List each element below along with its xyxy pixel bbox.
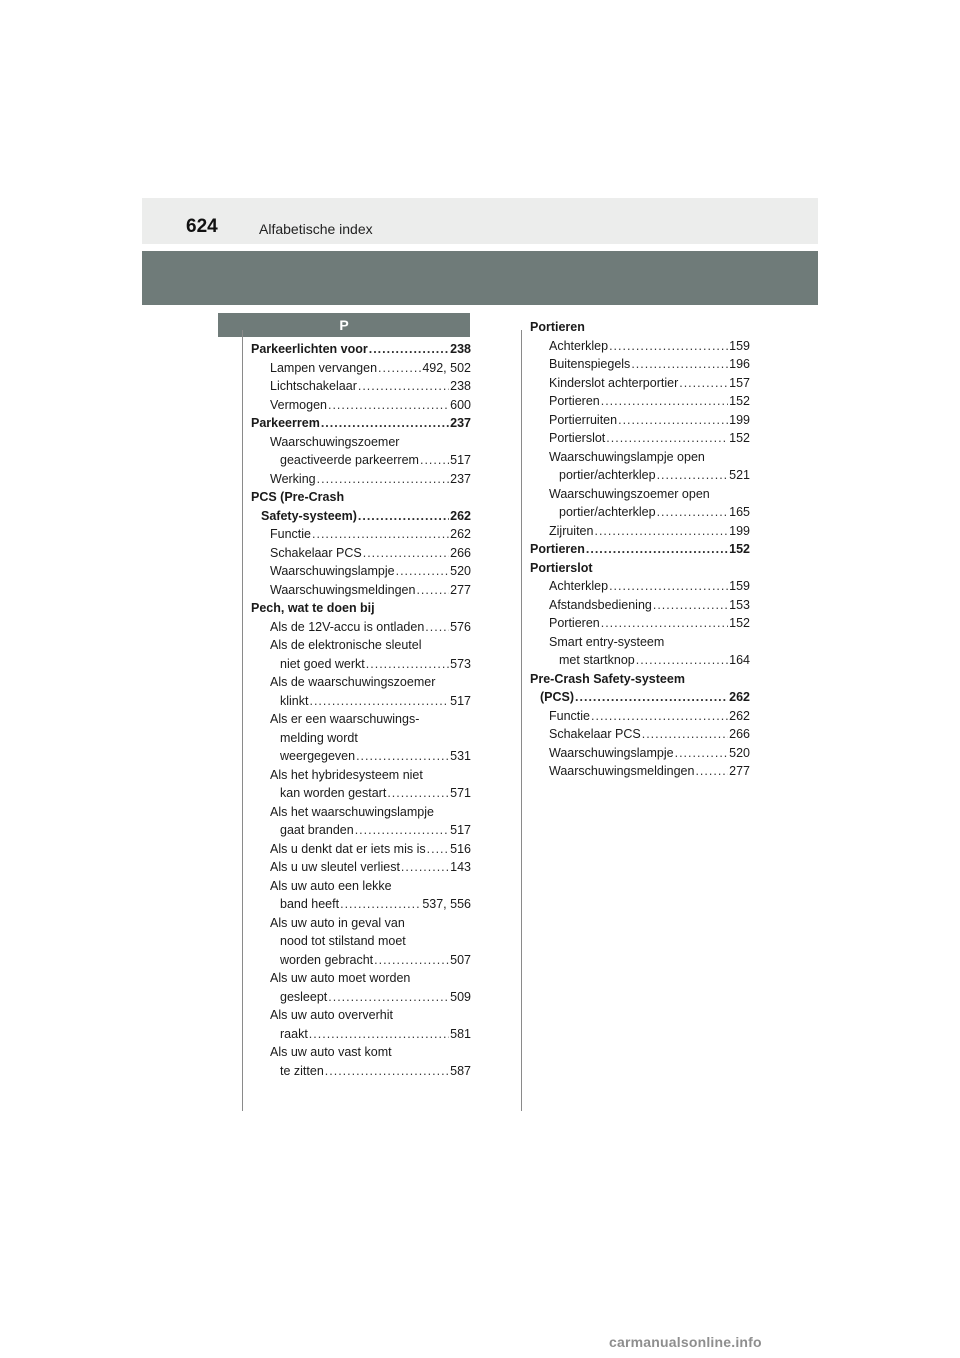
index-entry-text: niet goed werkt (280, 656, 365, 671)
dot-leader (363, 544, 449, 563)
index-entry-text: Schakelaar PCS (270, 545, 362, 560)
dot-leader (374, 951, 449, 970)
index-entry-page: 509 (450, 989, 471, 1004)
index-entry-page: 520 (450, 564, 471, 578)
dot-leader (642, 725, 728, 744)
index-entry-text: Lichtschakelaar (270, 379, 357, 393)
dot-leader (328, 988, 449, 1007)
index-entry-text: Achterklep (549, 579, 609, 593)
index-entry (251, 784, 471, 803)
index-entry-page: 573 (450, 656, 471, 671)
dot-leader (309, 1025, 449, 1044)
index-entry-text: PCS (Pre-Crash (251, 490, 345, 504)
index-entry-text: weergegeven (280, 749, 356, 763)
index-entry-page: 199 (729, 523, 750, 538)
index-entry-text: Als er een waarschuwings- (270, 712, 420, 726)
dot-leader (594, 522, 728, 541)
index-entry-text: Pre-Crash Safety-systeem (530, 671, 685, 686)
index-entry (530, 688, 750, 707)
index-entry-text: Als uw auto een lekke (270, 878, 392, 893)
index-entry-text: Als u uw sleutel verliest (270, 860, 400, 874)
index-entry-text: Safety-systeem) (261, 508, 357, 523)
index-entry (251, 988, 471, 1007)
index-entry-page: 587 (450, 1063, 471, 1078)
index-entry-page: 237 (450, 416, 471, 430)
dot-leader (609, 577, 728, 596)
dot-leader (378, 359, 421, 378)
index-entry (251, 359, 471, 378)
index-entry-page: 196 (729, 357, 750, 371)
index-entry (530, 503, 750, 522)
index-entry-page: 507 (450, 952, 471, 967)
index-entry-text: band heeft (280, 897, 340, 911)
dot-leader (618, 411, 728, 430)
index-entry (251, 821, 471, 840)
index-entry-page: 199 (729, 412, 750, 427)
index-entry (530, 485, 750, 504)
index-entry-text: worden gebracht (280, 952, 374, 967)
index-entry (251, 433, 471, 452)
index-entry-text: Als uw auto vast komt (270, 1045, 392, 1059)
index-entry-text: Portierslot (530, 560, 593, 575)
dot-leader (420, 451, 449, 470)
index-entry-text: Waarschuwingsmeldingen (270, 582, 416, 597)
dot-leader (325, 1062, 449, 1081)
dot-leader (575, 688, 728, 707)
watermark: carmanualsonline.info (609, 1334, 762, 1350)
index-entry-text: Als uw auto in geval van (270, 915, 405, 930)
index-entry (530, 559, 750, 578)
index-entry (251, 877, 471, 896)
index-entry (530, 577, 750, 596)
dot-leader (366, 655, 449, 674)
index-entry-page: 277 (450, 582, 471, 597)
index-entry-page: 581 (450, 1026, 471, 1041)
index-entry (251, 507, 471, 526)
index-entry (251, 840, 471, 859)
index-entry (251, 470, 471, 489)
index-entry-text: melding wordt (280, 730, 358, 745)
index-entry-text: (PCS) (540, 690, 575, 704)
dot-leader (601, 614, 728, 633)
index-entry-page: 571 (450, 786, 471, 800)
index-entry (530, 762, 750, 781)
index-entry-page: 531 (450, 749, 471, 763)
index-entry-page: 152 (729, 431, 750, 445)
index-entry-text: Waarschuwingszoemer (270, 434, 400, 449)
index-entry-page: 143 (450, 860, 471, 874)
index-entry-text: Werking (270, 471, 316, 486)
index-entry-text: Portieren (549, 394, 600, 408)
index-entry (251, 581, 471, 600)
index-entry (251, 525, 471, 544)
index-entry-text: Functie (270, 527, 311, 541)
index-entry (251, 766, 471, 785)
index-entry-text: Pech, wat te doen bij (251, 601, 375, 615)
index-entry (251, 562, 471, 581)
index-entry-text: met startknop (559, 653, 635, 667)
left-column-rule (242, 330, 243, 1111)
index-entry-page: 237 (450, 471, 471, 486)
index-entry (251, 914, 471, 933)
index-entry-page: 262 (450, 508, 471, 523)
index-entry (251, 729, 471, 748)
index-entry-text: Portieren (530, 542, 585, 556)
index-entry (251, 747, 471, 766)
index-entry-text: Achterklep (549, 338, 609, 353)
index-entry-text: Als het waarschuwingslampje (270, 804, 434, 819)
index-entry (530, 670, 750, 689)
index-entry-page: 157 (729, 375, 750, 390)
index-entry (251, 636, 471, 655)
index-entry-text: Buitenspiegels (549, 357, 631, 371)
index-entry-text: gesleept (280, 989, 328, 1004)
index-entry (251, 1062, 471, 1081)
index-entry (251, 895, 471, 914)
index-entry (251, 858, 471, 877)
index-entry-text: Afstandsbediening (549, 597, 652, 612)
index-entry (251, 1025, 471, 1044)
index-entry-text: Kinderslot achterportier (549, 375, 679, 390)
index-entry (530, 355, 750, 374)
page-number: 624 (186, 216, 218, 237)
index-entry (530, 651, 750, 670)
index-entry-page: 576 (450, 619, 471, 634)
index-entry-text: raakt (280, 1026, 308, 1041)
dot-leader (606, 429, 728, 448)
index-entry-text: Waarschuwingslampje open (549, 449, 705, 464)
index-entry-page: 153 (729, 597, 750, 612)
index-entry-page: 159 (729, 579, 750, 593)
index-entry-page: 517 (450, 823, 471, 837)
index-entry-text: Waarschuwingsmeldingen (549, 764, 695, 778)
index-entry-text: Portieren (549, 616, 600, 630)
dot-leader (340, 895, 421, 914)
dot-leader (679, 374, 728, 393)
index-entry-page: 164 (729, 653, 750, 667)
index-entry (251, 710, 471, 729)
index-entry-page: 165 (729, 505, 750, 519)
dot-leader (358, 377, 449, 396)
index-entry (251, 414, 471, 433)
dot-leader (416, 581, 449, 600)
index-entry-page: 159 (729, 338, 750, 353)
dot-leader (653, 596, 728, 615)
index-entry-text: Als uw auto oververhit (270, 1008, 393, 1022)
index-entry-page: 262 (729, 708, 750, 723)
index-entry (530, 633, 750, 652)
index-entry (530, 448, 750, 467)
dot-leader (401, 858, 449, 877)
dot-leader (356, 747, 449, 766)
index-entry-text: Zijruiten (549, 523, 594, 538)
index-entry (251, 488, 471, 507)
index-entry-text: Parkeerlichten voor (251, 342, 368, 356)
index-entry-page: 537, 556 (422, 897, 471, 911)
index-entry-text: Waarschuwingslampje (270, 564, 395, 578)
index-entry (251, 692, 471, 711)
right-column-rule (521, 330, 522, 1111)
header-bar (142, 198, 818, 244)
index-entry-text: nood tot stilstand moet (280, 934, 406, 948)
index-entry (251, 1043, 471, 1062)
dot-leader (609, 337, 728, 356)
index-entry (251, 655, 471, 674)
index-entry (530, 707, 750, 726)
dot-leader (328, 396, 449, 415)
index-entry-text: klinkt (280, 693, 309, 708)
index-entry (251, 951, 471, 970)
index-entry (251, 673, 471, 692)
index-entry (530, 337, 750, 356)
index-entry-text: Als u denkt dat er iets mis is (270, 841, 426, 856)
index-entry-text: Functie (549, 708, 590, 723)
index-entry-page: 520 (729, 745, 750, 760)
index-entry (251, 377, 471, 396)
index-entry (530, 725, 750, 744)
index-entry-page: 238 (450, 342, 471, 356)
index-entry-page: 277 (729, 764, 750, 778)
index-entry-text: Als uw auto moet worden (270, 971, 411, 985)
index-entry (530, 614, 750, 633)
index-entry-text: Portierslot (549, 431, 606, 445)
index-entry-text: Lampen vervangen (270, 360, 378, 375)
index-entry-text: Portierruiten (549, 412, 618, 427)
index-entry-page: 266 (450, 545, 471, 560)
index-entry-page: 152 (729, 616, 750, 630)
dot-leader (396, 562, 450, 581)
index-entry (530, 318, 750, 337)
index-entry-page: 266 (729, 727, 750, 741)
dot-leader (586, 540, 728, 559)
section-letter-tab: P (218, 313, 470, 337)
dot-leader (355, 821, 449, 840)
index-entry-text: Als de waarschuwingszoemer (270, 675, 436, 689)
index-entry-page: 600 (450, 397, 471, 412)
dot-leader (427, 840, 450, 859)
dot-leader (631, 355, 728, 374)
index-entry-text: te zitten (280, 1063, 324, 1078)
index-entry (530, 429, 750, 448)
index-entry (530, 522, 750, 541)
index-entry-text: Vermogen (270, 397, 327, 412)
index-entry (251, 803, 471, 822)
index-entry-text: kan worden gestart (280, 786, 387, 800)
index-entry (251, 340, 471, 359)
dot-leader (425, 618, 449, 637)
page-title: Alfabetische index (259, 221, 373, 237)
dot-leader (657, 466, 729, 485)
index-entry-page: 262 (729, 690, 750, 704)
index-entry-page: 492, 502 (422, 360, 471, 375)
index-entry-text: Portieren (530, 320, 585, 334)
dot-leader (358, 507, 449, 526)
index-entry-text: portier/achterklep (559, 468, 656, 482)
header-band (142, 251, 818, 305)
index-entry-text: Schakelaar PCS (549, 727, 641, 741)
dot-leader (591, 707, 728, 726)
index-entry-text: Waarschuwingslampje (549, 745, 674, 760)
dot-leader (387, 784, 449, 803)
index-entry (251, 1006, 471, 1025)
index-entry (251, 969, 471, 988)
dot-leader (309, 692, 449, 711)
index-entry-text: Als de 12V-accu is ontladen (270, 619, 425, 634)
index-entry (530, 392, 750, 411)
index-entry-page: 517 (450, 453, 471, 467)
index-entry (530, 374, 750, 393)
index-entry (251, 932, 471, 951)
index-column-left (251, 340, 471, 1080)
dot-leader (675, 744, 729, 763)
index-entry-text: gaat branden (280, 823, 354, 837)
index-entry-page: 516 (450, 841, 471, 856)
dot-leader (601, 392, 728, 411)
index-entry (530, 596, 750, 615)
index-entry-text: Smart entry-systeem (549, 634, 665, 649)
index-entry-text: portier/achterklep (559, 505, 656, 519)
index-entry-text: Parkeerrem (251, 416, 320, 430)
index-entry (530, 540, 750, 559)
dot-leader (636, 651, 728, 670)
index-entry (530, 466, 750, 485)
index-entry-page: 517 (450, 693, 471, 708)
index-entry (530, 411, 750, 430)
index-entry-text: Waarschuwingszoemer open (549, 486, 710, 501)
index-column-right (530, 318, 750, 781)
dot-leader (657, 503, 729, 522)
index-entry-text: Als het hybridesysteem niet (270, 767, 423, 782)
index-entry-page: 262 (450, 527, 471, 541)
index-entry (251, 396, 471, 415)
index-entry (530, 744, 750, 763)
index-entry (251, 544, 471, 563)
index-entry-text: Als de elektronische sleutel (270, 638, 422, 652)
index-entry (251, 618, 471, 637)
dot-leader (369, 340, 449, 359)
index-entry (251, 599, 471, 618)
dot-leader (695, 762, 728, 781)
index-entry-page: 521 (729, 468, 750, 482)
dot-leader (321, 414, 449, 433)
dot-leader (312, 525, 449, 544)
index-entry-text: geactiveerde parkeerrem (280, 453, 419, 467)
index-entry (251, 451, 471, 470)
dot-leader (317, 470, 450, 489)
index-entry-page: 152 (729, 394, 750, 408)
index-entry-page: 152 (729, 542, 750, 556)
index-entry-page: 238 (450, 379, 471, 393)
